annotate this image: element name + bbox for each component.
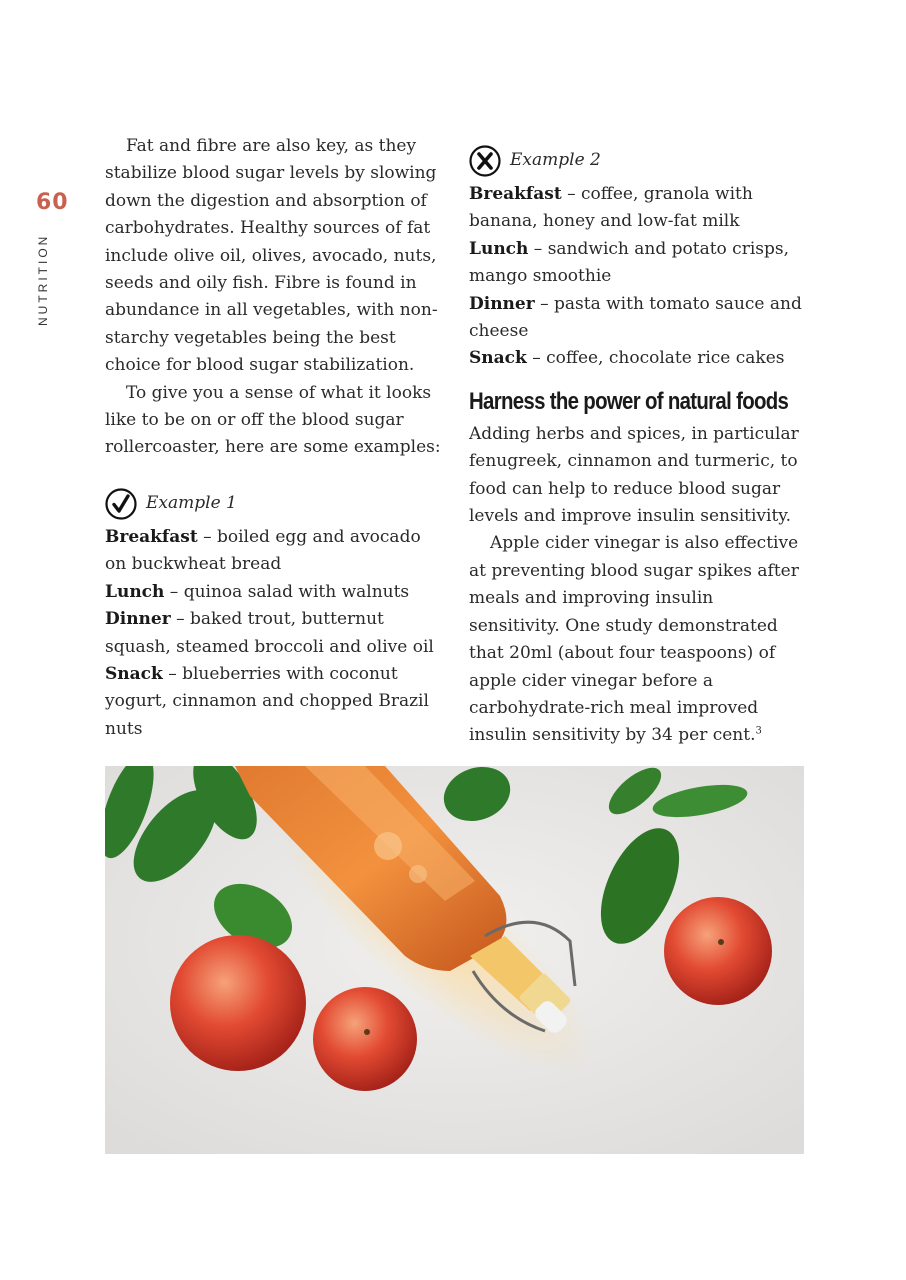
meal-item [105, 579, 445, 606]
meal-name: Snack [469, 348, 527, 369]
paragraph-text: Apple cider vinegar is also effective at preventing blood sugar spikes after meals and improving insulin sensitivity. One study demonstrated that 20ml (about four teaspoons) of apple cider vinegar before a carbohydrate-rich meal improved insulin sensitivity by 34 per cent. [469, 533, 799, 746]
meal-description: – boiled egg and avocado on buckwheat bread [105, 526, 421, 575]
example-label: Example 2 [510, 150, 601, 171]
meal-name: Breakfast [105, 526, 198, 547]
cross-circle-icon [469, 145, 501, 177]
meal-name: Lunch [105, 581, 165, 602]
footnote-reference: 3 [755, 725, 762, 737]
meal-description: – quinoa salad with walnuts [164, 581, 410, 602]
page-number: 60 [36, 190, 69, 215]
section-heading: Harness the power of natural foods [469, 387, 789, 415]
example-1-header [105, 484, 445, 524]
example-2-header [469, 141, 809, 181]
apple-cider-vinegar-photo [105, 766, 804, 1154]
right-column [469, 147, 809, 750]
meal-description: – blueberries with coconut yogurt, cinnamon and chopped Brazil nuts [105, 663, 429, 739]
meal-item [105, 524, 445, 579]
meal-description: – coffee, granola with banana, honey and low-fat milk [469, 184, 753, 232]
paragraph [469, 530, 809, 749]
paragraph: Fat and fibre are also key, as they stabilize blood sugar levels by slowing down the digestion and absorption of carbohydrates. Healthy sources of fat include olive oil, olives, avocado, nuts, seeds and oily fish. Fibre is found in abundance in all vegetables, with non-starchy vegetables being the best choice for blood sugar stabilization. [105, 136, 438, 376]
meal-item [105, 606, 445, 661]
left-column [105, 133, 445, 743]
meal-description: – baked trout, butternut squash, steamed broccoli and olive oil [105, 609, 434, 657]
example-1-meals [105, 524, 445, 743]
check-circle-icon [105, 488, 137, 520]
meal-item [469, 291, 809, 346]
example-label: Example 1 [146, 493, 237, 514]
paragraph: To give you a sense of what it looks like to be on or off the blood sugar rollercoaster, here are some examples: [105, 382, 441, 458]
meal-name: Dinner [105, 609, 171, 630]
meal-name: Breakfast [469, 184, 562, 204]
paragraph: Adding herbs and spices, in particular fenugreek, cinnamon and turmeric, to food can help to reduce blood sugar levels and improve insulin sensitivity. [469, 423, 799, 527]
section-label: NUTRITION [36, 233, 50, 326]
meal-name: Lunch [469, 238, 529, 259]
meal-description: – sandwich and potato crisps, mango smoothie [469, 238, 789, 287]
example-2-meals [469, 181, 809, 373]
meal-item [469, 181, 809, 236]
meal-item [469, 345, 809, 372]
meal-name: Dinner [469, 293, 535, 314]
meal-description: – pasta with tomato sauce and cheese [469, 293, 802, 342]
meal-item [105, 661, 445, 743]
meal-description: – coffee, chocolate rice cakes [526, 348, 785, 369]
meal-name: Snack [105, 663, 163, 684]
meal-item [469, 236, 809, 291]
